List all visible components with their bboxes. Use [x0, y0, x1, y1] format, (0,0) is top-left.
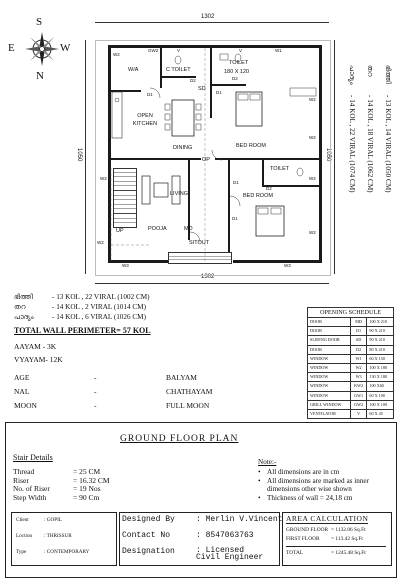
vyayam: VYAYAM- 12K — [14, 355, 63, 364]
area-rows — [286, 527, 386, 559]
opening-d2c: D2 — [266, 186, 272, 191]
opening-type: WINDOW — [308, 363, 351, 372]
opening-d2a: D2 — [190, 78, 196, 83]
opening-code: D2 — [350, 345, 367, 354]
designer-row-1 — [122, 531, 282, 547]
opening-w2c: W2 — [309, 135, 316, 140]
side-row-0-val: - 13 KOL , 14 VIRAL (1050 CM) — [384, 95, 392, 193]
astro-row-2-sep: - — [94, 401, 97, 410]
opening-size: 100 X 180 — [367, 363, 394, 372]
designer-row-1-val: : 8547063763 — [196, 531, 254, 540]
stair-row-2-val: = 19 Nos — [73, 484, 101, 494]
opening-schedule-table — [307, 317, 394, 419]
opening-row — [308, 354, 394, 363]
area-row-2-key: TOTAL — [286, 550, 304, 556]
designer-row-2-key: Designation — [122, 547, 175, 556]
room-toilet1: TOILET — [229, 60, 249, 66]
bullet-icon: • — [258, 468, 261, 476]
room-open-kitchen: OPEN KITCHEN — [132, 113, 158, 127]
opening-size: 80 X 210 — [367, 345, 394, 354]
side-row-2 — [338, 65, 356, 235]
stair-row-3 — [13, 493, 110, 502]
opening-w2g: W2 — [309, 176, 316, 181]
note-item-1-text: All dimensions are marked as inner dimensions other wise shown — [267, 476, 369, 493]
side-row-1-name: തറ — [366, 65, 374, 77]
opening-w2f: W2 — [309, 230, 316, 235]
opening-size: 90 X 210 — [367, 336, 394, 345]
opening-type: WINDOW — [308, 382, 351, 391]
client-row-0-val: : GOPIL — [44, 517, 63, 523]
stair-row-0 — [13, 467, 110, 476]
label-up: UP — [116, 228, 124, 234]
opening-size: 90 X 210 — [367, 327, 394, 336]
bullet-icon: • — [258, 476, 261, 485]
opening-type: GRILL WINDOW — [308, 400, 351, 409]
opening-size: 60 X 150 — [367, 354, 394, 363]
opening-code: W1 — [350, 354, 367, 363]
main-row-0 — [14, 293, 314, 303]
room-toilet1-size: 180 X 120 — [224, 69, 250, 75]
main-row-1-val: - 14 KOL , 2 VIRAL (1014 CM) — [52, 303, 146, 311]
opening-schedule-title: OPENING SCHEDULE — [307, 307, 394, 317]
designer-row-1-key: Contact No — [122, 531, 171, 540]
room-sitout: SITOUT — [189, 240, 210, 246]
opening-code: W3 — [350, 373, 367, 382]
opening-d1a: D1 — [147, 92, 153, 97]
designer-row-2 — [122, 547, 282, 563]
main-row-1 — [14, 303, 314, 313]
label-sd: SD — [198, 86, 206, 92]
designer-row-2-val: : Licensed Civil Engineer — [196, 546, 264, 562]
stair-row-2-key: No. of Riser — [13, 484, 50, 494]
opening-row — [308, 318, 394, 327]
opening-type: DOOR — [308, 318, 351, 327]
dimension-bottom: 1302 — [201, 274, 215, 280]
area-divider — [286, 546, 386, 547]
opening-w2a: W2 — [113, 52, 120, 57]
astro-row-0-key: AGE — [14, 373, 30, 382]
main-row-2-name: പാദ്യം — [14, 313, 34, 321]
opening-row — [308, 391, 394, 400]
opening-row — [308, 409, 394, 418]
area-title: AREA CALCULATION — [286, 514, 369, 523]
astro-row-2-key: MOON — [14, 401, 37, 410]
note-item-0 — [258, 468, 390, 477]
side-row-2-name: പാദ്യം — [348, 65, 356, 85]
opening-type: WINDOW — [308, 391, 351, 400]
side-row-1-val: - 14 KOL , 18 VIRAL (1062 CM) — [366, 95, 374, 193]
opening-d1c: D1 — [233, 180, 239, 185]
note-item-1 — [258, 477, 390, 494]
area-row-0 — [286, 527, 386, 536]
area-row-0-val: = 1132.06 Sq.Ft — [331, 527, 366, 533]
stair-title: Stair Details — [13, 453, 53, 462]
opening-size: 60 X 45 — [367, 409, 394, 418]
label-op: OP — [202, 157, 210, 163]
opening-d1b: D1 — [216, 90, 222, 95]
notes-title: Note:- — [258, 458, 277, 466]
compass-s: S — [36, 16, 43, 28]
main-row-1-name: തറ — [14, 303, 26, 311]
astro-row-0-sep: - — [94, 373, 97, 382]
opening-w2e: W2 — [97, 240, 104, 245]
stair-details — [13, 453, 110, 501]
stair-row-0-key: Thread — [13, 467, 35, 476]
main-row-2-val: - 14 KOL , 6 VIRAL (1026 CM) — [52, 313, 146, 321]
opening-row — [308, 327, 394, 336]
room-wa: W/A — [128, 67, 139, 73]
room-ctoilet: C TOILET — [166, 67, 191, 73]
room-pooja: POOJA — [148, 226, 167, 232]
aayam: AAYAM - 3K — [14, 342, 57, 351]
note-item-2-text: Thickness of wall = 24,18 cm — [267, 493, 353, 502]
client-row-0-key: Client — [16, 517, 29, 523]
astro-row-2 — [14, 401, 212, 415]
room-dining: DINING — [173, 145, 193, 151]
opening-w2d: W2 — [100, 176, 107, 181]
note-item-0-text: All dimensions are in cm — [267, 468, 340, 476]
opening-d2b: D2 — [232, 76, 238, 81]
opening-size: 100 X 210 — [367, 318, 394, 327]
opening-type: DOOR — [308, 327, 351, 336]
opening-w1: W1 — [275, 48, 282, 53]
opening-row — [308, 382, 394, 391]
opening-w3a: W3 — [122, 263, 129, 268]
opening-size: 100 X60 — [367, 382, 394, 391]
plan-title: GROUND FLOOR PLAN — [120, 434, 239, 444]
side-row-0-name: ഭിത്തി — [384, 65, 392, 84]
client-row-2-val: : CONTEMPORARY — [44, 549, 90, 555]
opening-code: SD — [350, 336, 367, 345]
opening-row — [308, 336, 394, 345]
astro-row-1-val: CHATHAYAM — [166, 387, 213, 396]
astro-row-1-key: NAL — [14, 387, 30, 396]
opening-size: 60 X 100 — [367, 391, 394, 400]
opening-gw2: GW2 — [148, 48, 159, 53]
designer-info — [122, 515, 282, 563]
side-row-2-val: - 14 KOL , 22 VIRAL (1074 CM) — [348, 95, 356, 193]
opening-row — [308, 345, 394, 354]
stair-row-0-val: = 25 CM — [73, 467, 101, 476]
opening-row — [308, 373, 394, 382]
opening-type: WINDOW — [308, 373, 351, 382]
stair-row-1-key: Riser — [13, 475, 29, 485]
client-row-0 — [16, 517, 89, 533]
designer-row-0-key: Designed By — [122, 515, 175, 524]
stair-row-2 — [13, 484, 110, 493]
area-row-1-val: = 113.42 Sq.Ft — [331, 536, 363, 542]
astro-row-2-val: FULL MOON — [166, 401, 210, 410]
main-row-2 — [14, 313, 314, 323]
designer-row-0-val: : Merlin V.Vincent — [196, 515, 283, 524]
room-bedroom-1: BED ROOM — [236, 143, 266, 149]
astro-row-1-sep: - — [94, 387, 97, 396]
bullet-icon: • — [258, 493, 261, 502]
label-md: MD — [184, 226, 193, 232]
opening-size: 100 X 100 — [367, 400, 394, 409]
client-row-1-val: : THRISSUR — [44, 533, 72, 539]
opening-code: KW2 — [350, 382, 367, 391]
main-schedule — [14, 293, 314, 323]
designer-row-0 — [122, 515, 282, 531]
room-toilet2: TOILET — [270, 166, 290, 172]
room-bedroom-2: BED ROOM — [243, 193, 273, 199]
area-row-1-key: FIRST FLOOR — [286, 536, 320, 542]
main-row-0-val: - 13 KOL , 22 VIRAL (1002 CM) — [52, 293, 150, 301]
opening-type: WINDOW — [308, 354, 351, 363]
opening-code: GW1 — [350, 391, 367, 400]
opening-code: D1 — [350, 327, 367, 336]
opening-code: W2 — [350, 363, 367, 372]
area-row-2-val: = 1245.48 Sq.Ft — [331, 550, 366, 556]
compass-e: E — [8, 42, 15, 54]
opening-row — [308, 363, 394, 372]
dimension-right: 1050 — [325, 148, 331, 162]
dimension-top: 1302 — [201, 14, 215, 20]
client-row-2-key: Type — [16, 549, 27, 555]
stair-row-1 — [13, 476, 110, 485]
room-living: LIVING — [170, 191, 189, 197]
opening-schedule — [307, 307, 394, 419]
opening-w3b: W3 — [284, 263, 291, 268]
opening-v1: V — [177, 48, 181, 53]
opening-code: V — [350, 409, 367, 418]
opening-row — [308, 400, 394, 409]
opening-d1d: D1 — [232, 216, 238, 221]
opening-type: VENTILATOR — [308, 409, 351, 418]
astro-row-0-val: BALYAM — [166, 373, 197, 382]
side-row-1 — [356, 65, 374, 235]
astro-row-0 — [14, 373, 212, 387]
wall-perimeter: TOTAL WALL PERIMETER= 57 KOL — [14, 326, 151, 335]
astro-row-1 — [14, 387, 212, 401]
opening-type: DOOR — [308, 345, 351, 354]
notes — [258, 458, 390, 502]
stair-row-3-key: Step Width — [13, 492, 47, 502]
compass-w: W — [60, 42, 71, 54]
dimension-left: 1050 — [76, 148, 82, 162]
compass-n: N — [36, 70, 44, 82]
stair-row-3-val: = 90 Cm — [73, 492, 100, 502]
side-schedule — [336, 65, 392, 235]
opening-code: MD — [350, 318, 367, 327]
opening-code: GW2 — [350, 400, 367, 409]
stair-row-1-val: = 16.32 CM — [73, 475, 110, 485]
client-row-2 — [16, 549, 89, 565]
client-info — [16, 517, 89, 565]
astro-details — [14, 373, 212, 415]
opening-w2b: W2 — [309, 97, 316, 102]
area-row-1 — [286, 536, 386, 545]
opening-size: 130 X 180 — [367, 373, 394, 382]
opening-type: SLIDING DOOR — [308, 336, 351, 345]
opening-v2: V — [239, 48, 243, 53]
client-row-1 — [16, 533, 89, 549]
area-row-0-key: GROUND FLOOR — [286, 527, 329, 533]
area-row-2 — [286, 550, 386, 559]
side-row-0 — [374, 65, 392, 235]
client-row-1-key: Loction — [16, 533, 33, 539]
main-row-0-name: ഭിത്തി — [14, 293, 33, 301]
note-item-2 — [258, 494, 390, 503]
